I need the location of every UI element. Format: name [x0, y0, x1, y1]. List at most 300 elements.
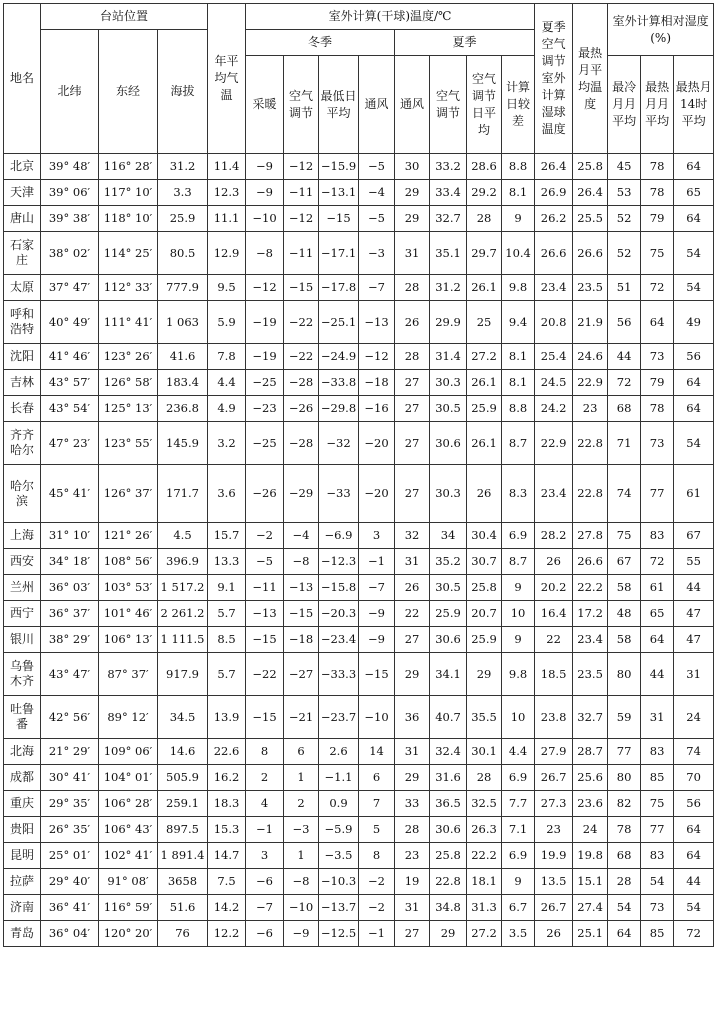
cell-hottest-month: 23 — [573, 396, 608, 422]
header-winter: 冬季 — [246, 30, 395, 56]
cell-h-14: 54 — [674, 275, 714, 301]
cell-s-vent: 32 — [395, 523, 430, 549]
cell-h-hottest: 54 — [641, 869, 674, 895]
cell-hottest-month: 24 — [573, 817, 608, 843]
cell-h-coldest: 44 — [608, 344, 641, 370]
cell-name: 西宁 — [4, 601, 41, 627]
cell-h-14: 47 — [674, 627, 714, 653]
cell-lat: 40° 49′ — [41, 301, 99, 344]
cell-w-min-daily: −20.3 — [319, 601, 359, 627]
cell-s-ac-daily: 26.1 — [467, 370, 502, 396]
cell-w-heating: 8 — [246, 739, 284, 765]
cell-h-hottest: 83 — [641, 843, 674, 869]
cell-lon: 106° 43′ — [99, 817, 158, 843]
cell-w-heating: −22 — [246, 653, 284, 696]
cell-hottest-month: 25.5 — [573, 206, 608, 232]
cell-s-ac: 30.5 — [430, 396, 467, 422]
cell-hottest-month: 22.9 — [573, 370, 608, 396]
table-row — [4, 921, 714, 947]
cell-lon: 112° 33′ — [99, 275, 158, 301]
cell-w-heating: −1 — [246, 817, 284, 843]
cell-w-vent: −9 — [359, 627, 395, 653]
cell-name: 成都 — [4, 765, 41, 791]
cell-w-ac: −4 — [284, 523, 319, 549]
cell-w-vent: −1 — [359, 921, 395, 947]
cell-h-coldest: 71 — [608, 422, 641, 465]
header-outdoor-temp: 室外计算(干球)温度/℃ — [246, 4, 535, 30]
table-row — [4, 301, 714, 344]
table-row — [4, 653, 714, 696]
cell-w-ac: 1 — [284, 765, 319, 791]
cell-w-ac: −11 — [284, 232, 319, 275]
cell-w-min-daily: −13.7 — [319, 895, 359, 921]
cell-h-coldest: 67 — [608, 549, 641, 575]
cell-w-min-daily: −24.9 — [319, 344, 359, 370]
cell-name: 贵阳 — [4, 817, 41, 843]
cell-name: 银川 — [4, 627, 41, 653]
cell-summer-wet: 23.4 — [535, 275, 573, 301]
cell-lon: 121° 26′ — [99, 523, 158, 549]
table-row — [4, 791, 714, 817]
cell-w-ac: −3 — [284, 817, 319, 843]
cell-w-heating: −10 — [246, 206, 284, 232]
cell-summer-wet: 26.4 — [535, 154, 573, 180]
cell-s-daily-range: 8.7 — [502, 549, 535, 575]
cell-h-coldest: 58 — [608, 575, 641, 601]
cell-s-ac: 29 — [430, 921, 467, 947]
cell-h-coldest: 77 — [608, 739, 641, 765]
cell-alt: 1 891.4 — [158, 843, 208, 869]
cell-hottest-month: 26.6 — [573, 549, 608, 575]
header-humidity: 室外计算相对湿度(%) — [608, 4, 714, 56]
cell-s-daily-range: 9.8 — [502, 653, 535, 696]
cell-lon: 123° 55′ — [99, 422, 158, 465]
cell-lat: 34° 18′ — [41, 549, 99, 575]
cell-w-vent: −10 — [359, 696, 395, 739]
cell-w-heating: −9 — [246, 180, 284, 206]
cell-h-14: 64 — [674, 817, 714, 843]
cell-annual-temp: 5.9 — [208, 301, 246, 344]
cell-name: 青岛 — [4, 921, 41, 947]
cell-h-14: 64 — [674, 206, 714, 232]
cell-h-coldest: 52 — [608, 206, 641, 232]
cell-h-coldest: 72 — [608, 370, 641, 396]
cell-summer-wet: 26.9 — [535, 180, 573, 206]
cell-alt: 777.9 — [158, 275, 208, 301]
cell-s-vent: 22 — [395, 601, 430, 627]
cell-annual-temp: 5.7 — [208, 601, 246, 627]
cell-s-ac: 25.9 — [430, 601, 467, 627]
cell-w-min-daily: 0.9 — [319, 791, 359, 817]
cell-s-ac-daily: 31.3 — [467, 895, 502, 921]
cell-h-hottest: 64 — [641, 627, 674, 653]
cell-s-vent: 27 — [395, 396, 430, 422]
cell-h-14: 44 — [674, 575, 714, 601]
cell-w-ac: −12 — [284, 154, 319, 180]
cell-summer-wet: 26 — [535, 549, 573, 575]
cell-lon: 89° 12′ — [99, 696, 158, 739]
cell-name: 太原 — [4, 275, 41, 301]
cell-name: 呼和浩特 — [4, 301, 41, 344]
cell-h-14: 24 — [674, 696, 714, 739]
cell-lat: 38° 02′ — [41, 232, 99, 275]
cell-alt: 145.9 — [158, 422, 208, 465]
cell-h-14: 64 — [674, 843, 714, 869]
table-row — [4, 232, 714, 275]
cell-hottest-month: 24.6 — [573, 344, 608, 370]
cell-annual-temp: 14.2 — [208, 895, 246, 921]
cell-s-vent: 36 — [395, 696, 430, 739]
cell-w-vent: 8 — [359, 843, 395, 869]
cell-s-daily-range: 6.9 — [502, 765, 535, 791]
cell-s-ac: 32.4 — [430, 739, 467, 765]
cell-alt: 2 261.2 — [158, 601, 208, 627]
cell-h-coldest: 58 — [608, 627, 641, 653]
cell-s-ac-daily: 26.1 — [467, 422, 502, 465]
cell-h-coldest: 53 — [608, 180, 641, 206]
cell-h-coldest: 59 — [608, 696, 641, 739]
cell-h-hottest: 75 — [641, 791, 674, 817]
cell-hottest-month: 28.7 — [573, 739, 608, 765]
table-header — [4, 4, 714, 154]
cell-h-hottest: 61 — [641, 575, 674, 601]
cell-hottest-month: 26.4 — [573, 180, 608, 206]
cell-w-vent: −18 — [359, 370, 395, 396]
header-alt: 海拔 — [158, 30, 208, 154]
cell-h-hottest: 77 — [641, 465, 674, 523]
cell-s-daily-range: 9 — [502, 869, 535, 895]
cell-lat: 39° 48′ — [41, 154, 99, 180]
cell-s-daily-range: 8.8 — [502, 154, 535, 180]
table-row — [4, 422, 714, 465]
cell-lat: 42° 56′ — [41, 696, 99, 739]
cell-w-ac: −21 — [284, 696, 319, 739]
cell-alt: 34.5 — [158, 696, 208, 739]
cell-s-vent: 29 — [395, 180, 430, 206]
cell-name: 重庆 — [4, 791, 41, 817]
cell-lon: 101° 46′ — [99, 601, 158, 627]
cell-w-ac: −28 — [284, 370, 319, 396]
cell-w-ac: −12 — [284, 206, 319, 232]
cell-h-hottest: 75 — [641, 232, 674, 275]
table-row — [4, 523, 714, 549]
cell-alt: 80.5 — [158, 232, 208, 275]
cell-s-ac-daily: 29.7 — [467, 232, 502, 275]
cell-lat: 29° 40′ — [41, 869, 99, 895]
header-s-vent: 通风 — [395, 56, 430, 154]
table-row — [4, 180, 714, 206]
cell-h-hottest: 72 — [641, 549, 674, 575]
cell-s-ac-daily: 22.2 — [467, 843, 502, 869]
cell-s-ac: 33.2 — [430, 154, 467, 180]
header-summer: 夏季 — [395, 30, 535, 56]
cell-h-hottest: 83 — [641, 739, 674, 765]
cell-w-min-daily: −23.4 — [319, 627, 359, 653]
cell-annual-temp: 9.1 — [208, 575, 246, 601]
cell-s-vent: 27 — [395, 465, 430, 523]
cell-name: 齐齐哈尔 — [4, 422, 41, 465]
cell-w-vent: −13 — [359, 301, 395, 344]
cell-h-14: 65 — [674, 180, 714, 206]
cell-s-ac: 30.6 — [430, 422, 467, 465]
cell-s-vent: 28 — [395, 817, 430, 843]
cell-h-14: 64 — [674, 154, 714, 180]
cell-lat: 31° 10′ — [41, 523, 99, 549]
cell-summer-wet: 26.2 — [535, 206, 573, 232]
cell-s-ac: 30.6 — [430, 627, 467, 653]
cell-w-ac: −15 — [284, 601, 319, 627]
header-lon: 东经 — [99, 30, 158, 154]
table-row — [4, 206, 714, 232]
cell-s-ac-daily: 29 — [467, 653, 502, 696]
cell-w-min-daily: −10.3 — [319, 869, 359, 895]
cell-w-min-daily: −3.5 — [319, 843, 359, 869]
cell-h-hottest: 77 — [641, 817, 674, 843]
cell-s-vent: 31 — [395, 232, 430, 275]
cell-name: 乌鲁木齐 — [4, 653, 41, 696]
cell-s-ac: 30.3 — [430, 465, 467, 523]
cell-lon: 106° 13′ — [99, 627, 158, 653]
cell-h-14: 44 — [674, 869, 714, 895]
cell-w-min-daily: −17.8 — [319, 275, 359, 301]
cell-annual-temp: 13.3 — [208, 549, 246, 575]
cell-lon: 125° 13′ — [99, 396, 158, 422]
cell-alt: 76 — [158, 921, 208, 947]
cell-alt: 1 063 — [158, 301, 208, 344]
cell-s-ac: 30.6 — [430, 817, 467, 843]
cell-s-daily-range: 10 — [502, 696, 535, 739]
table-row — [4, 765, 714, 791]
cell-h-hottest: 83 — [641, 523, 674, 549]
cell-w-heating: 4 — [246, 791, 284, 817]
cell-alt: 31.2 — [158, 154, 208, 180]
cell-s-ac-daily: 26.3 — [467, 817, 502, 843]
cell-h-14: 74 — [674, 739, 714, 765]
cell-h-14: 49 — [674, 301, 714, 344]
cell-lat: 37° 47′ — [41, 275, 99, 301]
cell-w-heating: −6 — [246, 921, 284, 947]
cell-w-min-daily: −15.9 — [319, 154, 359, 180]
cell-alt: 171.7 — [158, 465, 208, 523]
cell-s-ac: 31.4 — [430, 344, 467, 370]
cell-lon: 109° 06′ — [99, 739, 158, 765]
cell-w-vent: −12 — [359, 344, 395, 370]
cell-summer-wet: 28.2 — [535, 523, 573, 549]
table-row — [4, 627, 714, 653]
cell-name: 唐山 — [4, 206, 41, 232]
cell-w-vent: −3 — [359, 232, 395, 275]
cell-s-ac-daily: 27.2 — [467, 344, 502, 370]
header-h-hottest: 最热月月平均 — [641, 56, 674, 154]
cell-h-coldest: 68 — [608, 843, 641, 869]
cell-s-ac-daily: 30.4 — [467, 523, 502, 549]
cell-s-ac-daily: 20.7 — [467, 601, 502, 627]
cell-annual-temp: 8.5 — [208, 627, 246, 653]
cell-name: 兰州 — [4, 575, 41, 601]
cell-s-vent: 27 — [395, 370, 430, 396]
cell-s-ac: 34.8 — [430, 895, 467, 921]
cell-s-daily-range: 10 — [502, 601, 535, 627]
cell-lat: 25° 01′ — [41, 843, 99, 869]
cell-hottest-month: 22.2 — [573, 575, 608, 601]
cell-s-ac: 34.1 — [430, 653, 467, 696]
cell-h-14: 31 — [674, 653, 714, 696]
cell-lon: 116° 28′ — [99, 154, 158, 180]
cell-summer-wet: 16.4 — [535, 601, 573, 627]
cell-w-vent: −9 — [359, 601, 395, 627]
cell-annual-temp: 16.2 — [208, 765, 246, 791]
cell-alt: 917.9 — [158, 653, 208, 696]
cell-s-ac: 34 — [430, 523, 467, 549]
cell-lon: 108° 56′ — [99, 549, 158, 575]
cell-lat: 29° 35′ — [41, 791, 99, 817]
header-s-ac: 空气调节 — [430, 56, 467, 154]
cell-alt: 51.6 — [158, 895, 208, 921]
cell-alt: 396.9 — [158, 549, 208, 575]
cell-h-hottest: 78 — [641, 180, 674, 206]
cell-w-ac: −11 — [284, 180, 319, 206]
cell-alt: 1 111.5 — [158, 627, 208, 653]
table-row — [4, 895, 714, 921]
cell-alt: 3658 — [158, 869, 208, 895]
cell-summer-wet: 19.9 — [535, 843, 573, 869]
cell-w-min-daily: −6.9 — [319, 523, 359, 549]
cell-s-vent: 28 — [395, 275, 430, 301]
cell-w-min-daily: −33 — [319, 465, 359, 523]
cell-lat: 43° 54′ — [41, 396, 99, 422]
cell-hottest-month: 17.2 — [573, 601, 608, 627]
cell-h-14: 54 — [674, 422, 714, 465]
cell-annual-temp: 14.7 — [208, 843, 246, 869]
cell-h-coldest: 28 — [608, 869, 641, 895]
cell-w-min-daily: −15.8 — [319, 575, 359, 601]
cell-w-min-daily: −17.1 — [319, 232, 359, 275]
cell-s-ac-daily: 26.1 — [467, 275, 502, 301]
cell-s-vent: 19 — [395, 869, 430, 895]
cell-h-hottest: 73 — [641, 422, 674, 465]
cell-hottest-month: 19.8 — [573, 843, 608, 869]
table-row — [4, 549, 714, 575]
table-row — [4, 275, 714, 301]
cell-summer-wet: 23 — [535, 817, 573, 843]
cell-summer-wet: 20.2 — [535, 575, 573, 601]
cell-w-heating: −25 — [246, 370, 284, 396]
cell-w-heating: −19 — [246, 301, 284, 344]
cell-lat: 39° 06′ — [41, 180, 99, 206]
cell-w-ac: −28 — [284, 422, 319, 465]
cell-lon: 104° 01′ — [99, 765, 158, 791]
cell-s-ac-daily: 18.1 — [467, 869, 502, 895]
cell-s-vent: 31 — [395, 895, 430, 921]
cell-s-daily-range: 4.4 — [502, 739, 535, 765]
cell-w-heating: 2 — [246, 765, 284, 791]
cell-lat: 36° 37′ — [41, 601, 99, 627]
cell-s-vent: 27 — [395, 921, 430, 947]
cell-w-heating: −2 — [246, 523, 284, 549]
cell-w-vent: −20 — [359, 422, 395, 465]
cell-annual-temp: 4.9 — [208, 396, 246, 422]
cell-s-daily-range: 9 — [502, 206, 535, 232]
cell-s-ac-daily: 35.5 — [467, 696, 502, 739]
cell-w-heating: −15 — [246, 627, 284, 653]
cell-h-hottest: 78 — [641, 154, 674, 180]
cell-w-heating: −23 — [246, 396, 284, 422]
cell-h-14: 64 — [674, 370, 714, 396]
cell-summer-wet: 13.5 — [535, 869, 573, 895]
cell-s-daily-range: 8.7 — [502, 422, 535, 465]
cell-alt: 505.9 — [158, 765, 208, 791]
cell-name: 昆明 — [4, 843, 41, 869]
cell-lon: 117° 10′ — [99, 180, 158, 206]
table-row — [4, 843, 714, 869]
cell-summer-wet: 24.5 — [535, 370, 573, 396]
cell-h-coldest: 75 — [608, 523, 641, 549]
cell-s-ac-daily: 25.9 — [467, 627, 502, 653]
cell-w-min-daily: −15 — [319, 206, 359, 232]
cell-annual-temp: 11.1 — [208, 206, 246, 232]
cell-w-vent: −1 — [359, 549, 395, 575]
table-row — [4, 465, 714, 523]
cell-lat: 36° 03′ — [41, 575, 99, 601]
cell-s-ac-daily: 28.6 — [467, 154, 502, 180]
cell-w-ac: −27 — [284, 653, 319, 696]
cell-s-vent: 27 — [395, 422, 430, 465]
cell-s-daily-range: 9.8 — [502, 275, 535, 301]
cell-h-hottest: 64 — [641, 301, 674, 344]
cell-name: 沈阳 — [4, 344, 41, 370]
cell-annual-temp: 15.3 — [208, 817, 246, 843]
cell-h-14: 54 — [674, 895, 714, 921]
cell-s-ac: 29.9 — [430, 301, 467, 344]
cell-s-daily-range: 6.9 — [502, 843, 535, 869]
cell-w-heating: −8 — [246, 232, 284, 275]
cell-w-heating: −13 — [246, 601, 284, 627]
cell-s-daily-range: 6.7 — [502, 895, 535, 921]
cell-w-heating: −5 — [246, 549, 284, 575]
cell-h-hottest: 85 — [641, 921, 674, 947]
cell-h-coldest: 80 — [608, 765, 641, 791]
cell-lon: 120° 20′ — [99, 921, 158, 947]
cell-name: 石家庄 — [4, 232, 41, 275]
cell-h-hottest: 72 — [641, 275, 674, 301]
cell-s-vent: 31 — [395, 739, 430, 765]
cell-w-vent: −2 — [359, 895, 395, 921]
cell-summer-wet: 23.4 — [535, 465, 573, 523]
cell-summer-wet: 27.3 — [535, 791, 573, 817]
cell-alt: 4.5 — [158, 523, 208, 549]
cell-alt: 3.3 — [158, 180, 208, 206]
cell-h-hottest: 85 — [641, 765, 674, 791]
cell-w-ac: −15 — [284, 275, 319, 301]
table-row — [4, 696, 714, 739]
cell-name: 吐鲁番 — [4, 696, 41, 739]
cell-s-vent: 28 — [395, 344, 430, 370]
cell-s-ac-daily: 28 — [467, 206, 502, 232]
cell-lon: 91° 08′ — [99, 869, 158, 895]
header-w-ac: 空气调节 — [284, 56, 319, 154]
cell-lat: 36° 04′ — [41, 921, 99, 947]
cell-hottest-month: 25.1 — [573, 921, 608, 947]
cell-annual-temp: 4.4 — [208, 370, 246, 396]
cell-h-hottest: 78 — [641, 396, 674, 422]
cell-w-heating: −7 — [246, 895, 284, 921]
cell-hottest-month: 27.8 — [573, 523, 608, 549]
cell-hottest-month: 26.6 — [573, 232, 608, 275]
cell-s-vent: 29 — [395, 206, 430, 232]
cell-w-heating: −9 — [246, 154, 284, 180]
cell-name: 吉林 — [4, 370, 41, 396]
cell-w-vent: −2 — [359, 869, 395, 895]
